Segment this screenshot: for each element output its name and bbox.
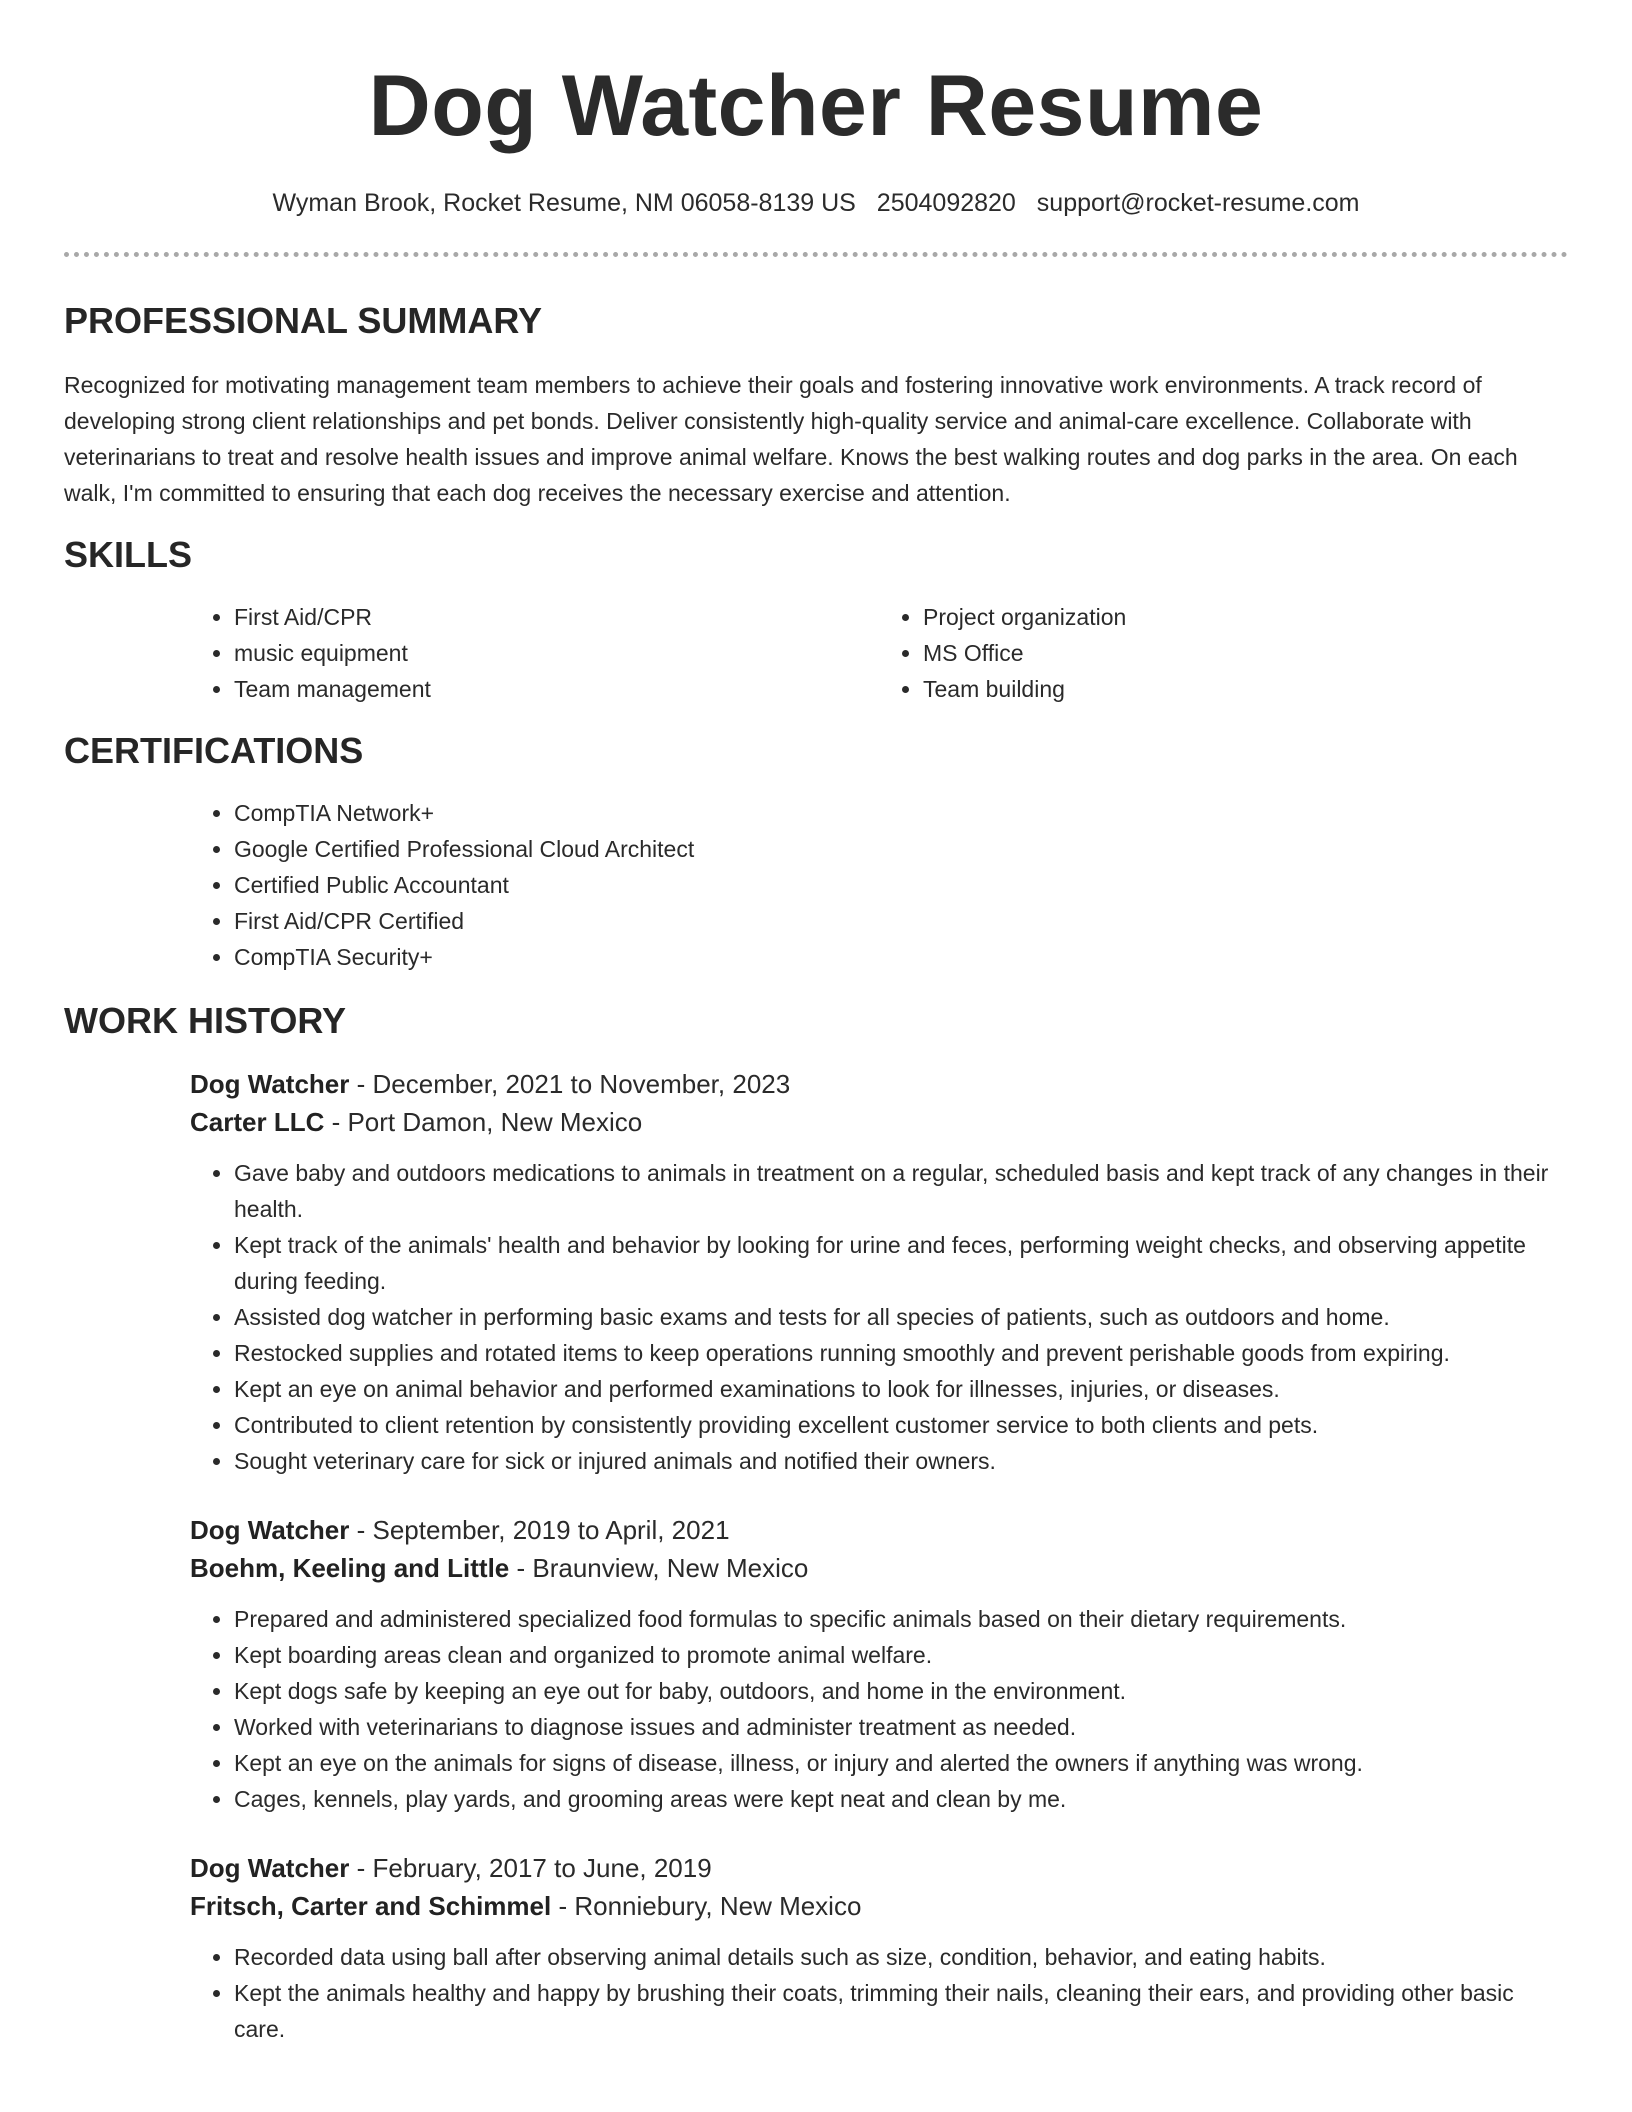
certifications-list bbox=[190, 795, 1568, 975]
skills-columns bbox=[190, 599, 1568, 707]
job-location: - Port Damon, New Mexico bbox=[324, 1107, 643, 1137]
skill-item: • MS Office bbox=[923, 635, 1568, 671]
job-duty: • Cages, kennels, play yards, and grooming areas were kept neat and clean by me. bbox=[234, 1781, 1568, 1817]
page-title: Dog Watcher Resume bbox=[368, 58, 1264, 154]
job-role: Dog Watcher bbox=[190, 1069, 350, 1099]
job-duty: • Kept boarding areas clean and organized to promote animal welfare. bbox=[234, 1637, 1568, 1673]
job-entry bbox=[190, 1849, 1568, 2047]
job-duty: • Prepared and administered specialized food formulas to specific animals based on their dietary requirements. bbox=[234, 1601, 1568, 1637]
certification-item: • CompTIA Network+ bbox=[234, 795, 1568, 831]
job-duty: • Gave baby and outdoors medications to animals in treatment on a regular, scheduled basis and kept track of any changes in their health. bbox=[234, 1155, 1568, 1227]
job-dates: - September, 2019 to April, 2021 bbox=[349, 1515, 730, 1545]
job-duty: • Kept track of the animals' health and behavior by looking for urine and feces, performing weight checks, and observing appetite during feeding. bbox=[234, 1227, 1568, 1299]
job-dates: - February, 2017 to June, 2019 bbox=[349, 1853, 712, 1883]
job-company-line bbox=[190, 1103, 1568, 1141]
certification-item: • Google Certified Professional Cloud Architect bbox=[234, 831, 1568, 867]
certifications-section bbox=[64, 729, 1568, 975]
job-duty: • Restocked supplies and rotated items to keep operations running smoothly and prevent perishable goods from expiring. bbox=[234, 1335, 1568, 1371]
summary-text: Recognized for motivating management team members to achieve their goals and fostering innovative work environments. A track record of developing strong client relationships and pet bonds. Deliver consistently high-quality service and animal-care excellence. Collaborate with veterinarians to treat and resolve health issues and improve animal welfare. Knows the best walking routes and dog parks in the area. On each walk, I'm committed to ensuring that each dog receives the necessary exercise and attention. bbox=[64, 372, 1518, 506]
job-duty: • Kept an eye on animal behavior and performed examinations to look for illnesses, injuries, or diseases. bbox=[234, 1371, 1568, 1407]
job-duty: • Sought veterinary care for sick or injured animals and notified their owners. bbox=[234, 1443, 1568, 1479]
job-duties-list bbox=[190, 1601, 1568, 1817]
job-duty: • Assisted dog watcher in performing basic exams and tests for all species of patients, such as outdoors and home. bbox=[234, 1299, 1568, 1335]
resume-page bbox=[64, 0, 1568, 2047]
job-title-line bbox=[190, 1511, 1568, 1549]
skills-left-list bbox=[190, 599, 879, 707]
job-duties-list bbox=[190, 1939, 1568, 2047]
summary-heading: PROFESSIONAL SUMMARY bbox=[64, 300, 543, 341]
summary-section bbox=[64, 299, 1568, 511]
job-duty: • Worked with veterinarians to diagnose issues and administer treatment as needed. bbox=[234, 1709, 1568, 1745]
job-title-line bbox=[190, 1065, 1568, 1103]
work-history-section bbox=[64, 999, 1568, 2047]
job-duty: • Recorded data using ball after observing animal details such as size, condition, behavior, and eating habits. bbox=[234, 1939, 1568, 1975]
job-duty: • Kept dogs safe by keeping an eye out for baby, outdoors, and home in the environment. bbox=[234, 1673, 1568, 1709]
skills-section bbox=[64, 533, 1568, 707]
job-entry bbox=[190, 1511, 1568, 1817]
job-location: - Ronniebury, New Mexico bbox=[551, 1891, 862, 1921]
job-entry bbox=[190, 1065, 1568, 1479]
certification-item: • Certified Public Accountant bbox=[234, 867, 1568, 903]
job-duty: • Kept the animals healthy and happy by brushing their coats, trimming their nails, cleaning their ears, and providing other basic care. bbox=[234, 1975, 1568, 2047]
contact-line bbox=[64, 188, 1568, 218]
job-company: Fritsch, Carter and Schimmel bbox=[190, 1891, 552, 1921]
contact-phone: 2504092820 bbox=[876, 189, 1016, 217]
job-company: Boehm, Keeling and Little bbox=[190, 1553, 510, 1583]
skills-heading: SKILLS bbox=[64, 534, 193, 575]
certification-item: • CompTIA Security+ bbox=[234, 939, 1568, 975]
job-company: Carter LLC bbox=[190, 1107, 325, 1137]
job-dates: - December, 2021 to November, 2023 bbox=[349, 1069, 791, 1099]
skill-item: • Team management bbox=[234, 671, 879, 707]
job-duty: • Kept an eye on the animals for signs of disease, illness, or injury and alerted the owners if anything was wrong. bbox=[234, 1745, 1568, 1781]
job-company-line bbox=[190, 1887, 1568, 1925]
contact-email: support@rocket-resume.com bbox=[1036, 189, 1360, 217]
header-divider bbox=[64, 252, 1568, 257]
work-history-heading: WORK HISTORY bbox=[64, 1000, 347, 1041]
skill-item: • Project organization bbox=[923, 599, 1568, 635]
job-duty: • Contributed to client retention by consistently providing excellent customer service to both clients and pets. bbox=[234, 1407, 1568, 1443]
job-role: Dog Watcher bbox=[190, 1853, 350, 1883]
skill-item: • First Aid/CPR bbox=[234, 599, 879, 635]
skills-right-list bbox=[879, 599, 1568, 707]
job-company-line bbox=[190, 1549, 1568, 1587]
skill-item: • Team building bbox=[923, 671, 1568, 707]
contact-address: Wyman Brook, Rocket Resume, NM 06058-8139 US bbox=[272, 189, 856, 217]
job-role: Dog Watcher bbox=[190, 1515, 350, 1545]
skill-item: • music equipment bbox=[234, 635, 879, 671]
job-duties-list bbox=[190, 1155, 1568, 1479]
job-location: - Braunview, New Mexico bbox=[509, 1553, 809, 1583]
certifications-heading: CERTIFICATIONS bbox=[64, 730, 364, 771]
job-title-line bbox=[190, 1849, 1568, 1887]
certification-item: • First Aid/CPR Certified bbox=[234, 903, 1568, 939]
